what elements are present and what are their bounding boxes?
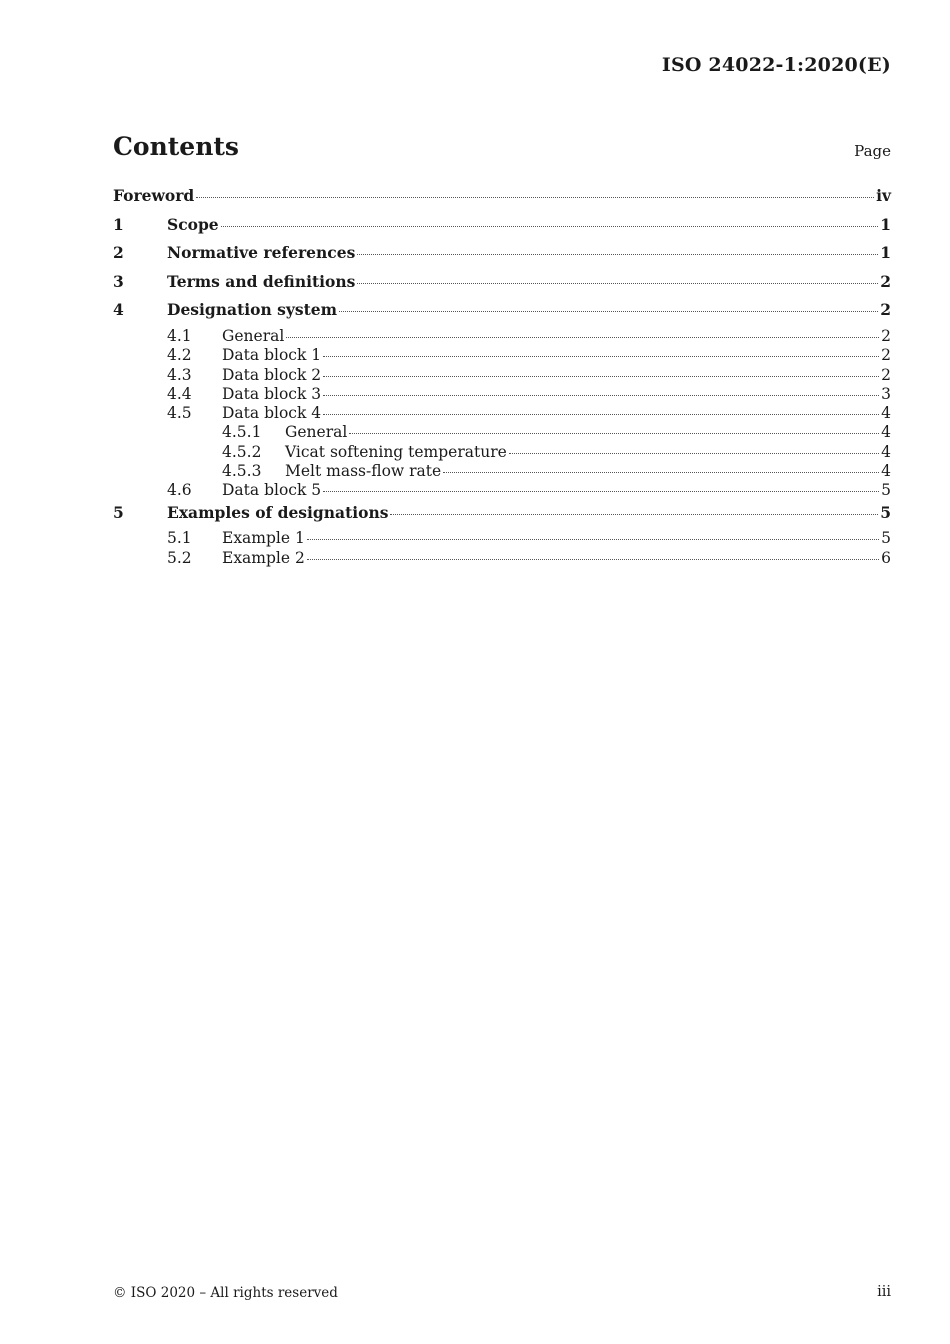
toc-entry[interactable] (113, 549, 891, 568)
toc-entry-title: Data block 4 (222, 404, 322, 423)
toc-entry-title: Foreword (113, 186, 195, 205)
toc-entry-title: Data block 3 (222, 384, 322, 403)
dot-leader (323, 490, 879, 492)
toc-entry[interactable] (113, 443, 891, 462)
toc-entry-number: 1 (113, 214, 124, 234)
toc-entry-title: Example 1 (222, 529, 305, 548)
dot-leader (349, 432, 879, 434)
toc-entry-title: Data block 2 (222, 365, 322, 384)
page-number: iii (877, 1284, 891, 1300)
toc-entry-title: Designation system (167, 300, 338, 320)
dot-leader (357, 282, 878, 284)
document-id: ISO 24022-1:2020(E) (661, 54, 891, 76)
toc-entry-number: 4.5.1 (222, 423, 262, 442)
toc-entry-number: 4.4 (167, 384, 192, 403)
toc-entry-title: Examples of designations (167, 502, 389, 522)
dot-leader (323, 394, 879, 396)
page-column-label: Page (854, 142, 891, 160)
toc-entry-page: 3 (881, 384, 891, 403)
toc-entry[interactable] (113, 462, 891, 481)
toc-entry-number: 4.6 (167, 481, 192, 500)
toc-entry-page: 4 (881, 404, 891, 423)
toc-entry-page: 4 (881, 442, 891, 461)
toc-entry-page: iv (876, 186, 891, 205)
contents-heading: Contents (113, 132, 240, 161)
toc-entry[interactable] (113, 529, 891, 548)
toc-entry-number: 4.5.3 (222, 462, 262, 481)
dot-leader (307, 558, 879, 560)
toc-entry-title: Terms and definitions (167, 271, 356, 291)
dot-leader (286, 336, 879, 338)
toc-entry-title: Scope (167, 214, 219, 234)
toc-entry[interactable] (113, 385, 891, 404)
dot-leader (323, 375, 879, 377)
dot-leader (357, 253, 878, 255)
toc-entry-page: 2 (880, 300, 891, 320)
toc-entry[interactable] (113, 481, 891, 500)
toc-entry-page: 4 (881, 462, 891, 481)
toc-entry-page: 1 (880, 214, 891, 234)
dot-leader (509, 452, 879, 454)
dot-leader (221, 225, 879, 227)
toc-entry-number: 2 (113, 243, 124, 263)
toc-entry-number: 5.2 (167, 548, 192, 567)
toc-entry[interactable] (113, 366, 891, 385)
toc-entry-title: Data block 1 (222, 346, 322, 365)
toc-entry-title: Example 2 (222, 548, 305, 567)
toc-entry[interactable] (113, 241, 891, 270)
table-of-contents (113, 184, 891, 568)
toc-entry-page: 4 (881, 423, 891, 442)
toc-entry-number: 3 (113, 271, 124, 291)
toc-entry-page: 5 (881, 481, 891, 500)
toc-entry-page: 2 (881, 346, 891, 365)
toc-entry-page: 2 (881, 365, 891, 384)
dot-leader (196, 196, 874, 198)
dot-leader (443, 471, 879, 473)
toc-entry[interactable] (113, 270, 891, 299)
dot-leader (323, 355, 879, 357)
toc-entry-number: 4.5.2 (222, 442, 262, 461)
toc-entry-number: 5 (113, 502, 124, 522)
toc-entry[interactable] (113, 298, 891, 327)
toc-entry[interactable] (113, 184, 891, 213)
toc-entry-title: Vicat softening temperature (285, 442, 507, 461)
toc-entry[interactable] (113, 423, 891, 442)
toc-entry-page: 5 (880, 502, 891, 522)
toc-entry-title: Melt mass-flow rate (285, 462, 442, 481)
toc-entry-number: 4 (113, 300, 124, 320)
toc-entry-number: 5.1 (167, 529, 192, 548)
toc-entry-number: 4.3 (167, 365, 192, 384)
toc-entry[interactable] (113, 346, 891, 365)
toc-entry-title: Data block 5 (222, 481, 322, 500)
toc-entry-page: 2 (880, 271, 891, 291)
dot-leader (323, 413, 879, 415)
copyright-notice: © ISO 2020 – All rights reserved (113, 1285, 338, 1301)
toc-entry-title: General (222, 326, 285, 345)
toc-entry-page: 6 (881, 548, 891, 567)
toc-entry[interactable] (113, 327, 891, 346)
toc-entry-number: 4.2 (167, 346, 192, 365)
toc-entry-title: General (285, 423, 348, 442)
toc-entry[interactable] (113, 501, 891, 530)
toc-entry-page: 1 (880, 243, 891, 263)
toc-entry-page: 2 (881, 326, 891, 345)
toc-entry-title: Normative references (167, 243, 356, 263)
dot-leader (339, 310, 878, 312)
toc-entry[interactable] (113, 404, 891, 423)
toc-entry[interactable] (113, 213, 891, 242)
toc-entry-number: 4.5 (167, 404, 192, 423)
dot-leader (390, 513, 878, 515)
toc-entry-number: 4.1 (167, 326, 192, 345)
dot-leader (307, 538, 879, 540)
toc-entry-page: 5 (881, 529, 891, 548)
